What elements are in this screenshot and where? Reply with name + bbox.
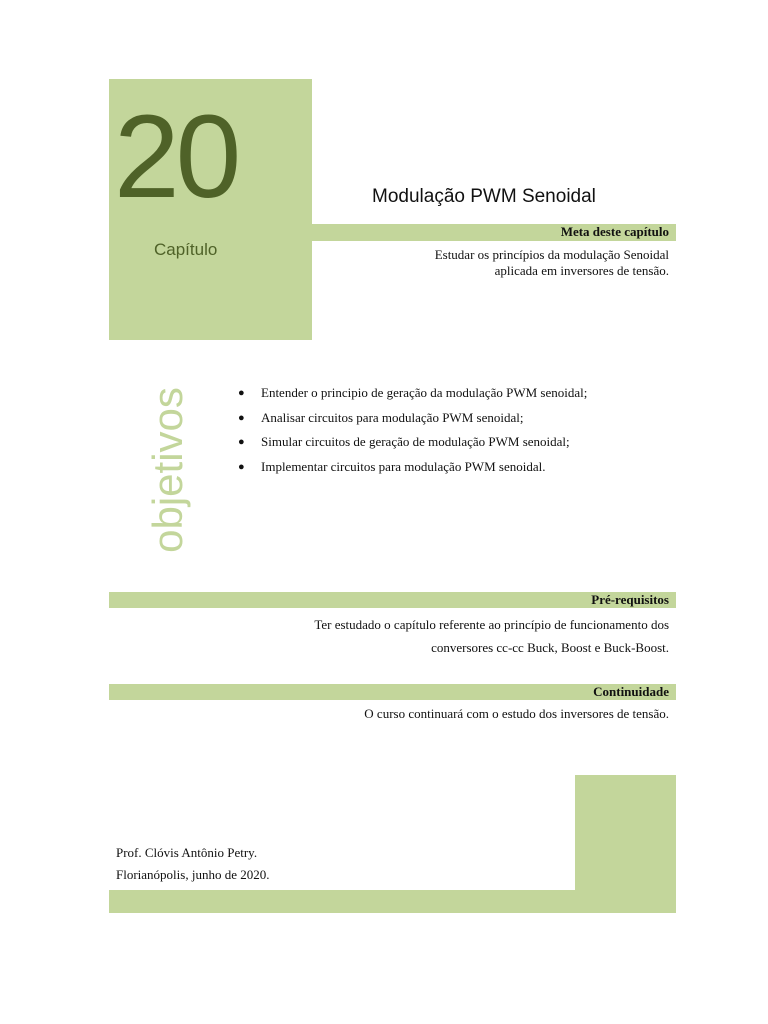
- objective-text: Simular circuitos de geração de modulação PWM senoidal;: [261, 434, 570, 449]
- continuity-heading-bar: [109, 684, 676, 700]
- chapter-title: Modulação PWM Senoidal: [372, 186, 596, 207]
- objective-text: Entender o principio de geração da modulação PWM senoidal;: [261, 385, 588, 400]
- prerequisites-heading-bar: [109, 592, 676, 608]
- bullet-icon: ●: [238, 387, 245, 399]
- objectives-heading: objetivos: [144, 387, 191, 553]
- bullet-icon: ●: [238, 411, 245, 424]
- objectives-list: [236, 381, 587, 479]
- objective-item: [236, 455, 587, 480]
- footer-bar: [109, 890, 676, 913]
- meta-heading: Meta deste capítulo: [560, 224, 669, 239]
- chapter-number: 20: [114, 91, 238, 223]
- objective-item: [236, 430, 587, 455]
- chapter-label: Capítulo: [154, 240, 218, 259]
- author-name: Prof. Clóvis Antônio Petry.: [116, 845, 258, 860]
- meta-line-1: Estudar os princípios da modulação Senoidal: [434, 247, 669, 262]
- author-place-date: Florianópolis, junho de 2020.: [116, 867, 270, 882]
- footer-corner-block: [575, 775, 676, 890]
- objective-item: [236, 406, 587, 431]
- objective-text: Analisar circuitos para modulação PWM senoidal;: [261, 409, 524, 425]
- prerequisites-heading: Pré-requisitos: [591, 592, 669, 607]
- prerequisites-line-2: conversores cc-cc Buck, Boost e Buck-Boost.: [431, 640, 669, 655]
- continuity-heading: Continuidade: [593, 684, 669, 699]
- prerequisites-line-1: Ter estudado o capítulo referente ao princípio de funcionamento dos: [314, 617, 669, 632]
- meta-line-2: aplicada em inversores de tensão.: [494, 263, 669, 278]
- objective-item: [236, 381, 587, 406]
- bullet-icon: ●: [238, 436, 245, 448]
- objective-text: Implementar circuitos para modulação PWM senoidal.: [261, 458, 546, 474]
- author-info: [116, 842, 269, 886]
- bullet-icon: ●: [238, 460, 245, 473]
- continuity-text: O curso continuará com o estudo dos inversores de tensão.: [364, 706, 669, 721]
- prerequisites-text: [109, 613, 669, 659]
- meta-heading-bar: [312, 224, 676, 241]
- meta-description: [312, 247, 669, 279]
